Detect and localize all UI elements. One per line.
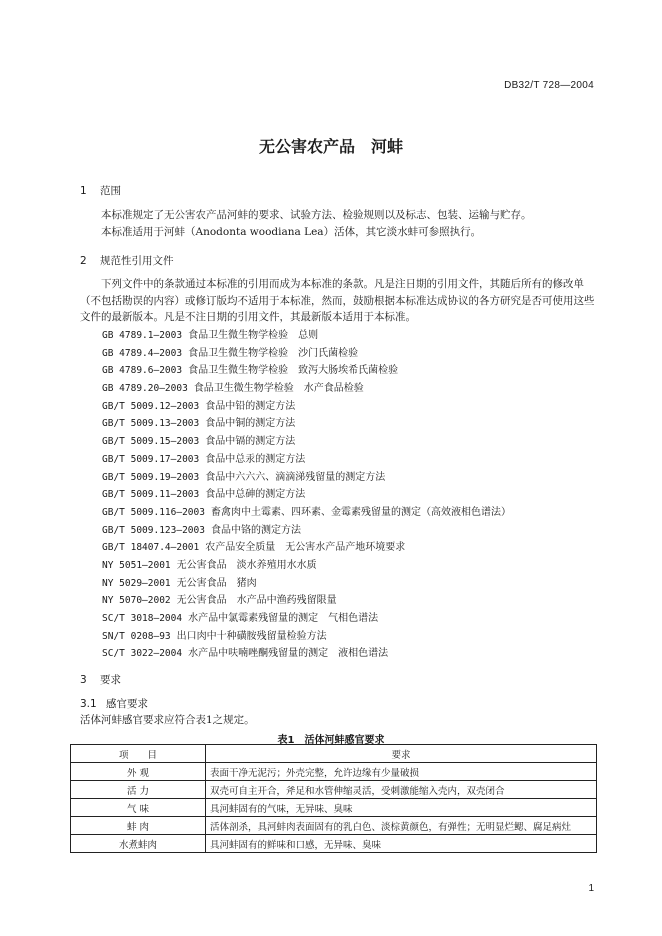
table-header-req: 要求 <box>206 745 597 763</box>
normative-intro <box>80 276 600 326</box>
section-title: 规范性引用文件 <box>100 255 174 267</box>
sensory-text-line: 活体河蚌感官要求应符合表1之规定。 <box>80 714 255 726</box>
reference-item <box>102 345 511 363</box>
reference-title: 食品中六六六、滴滴涕残留量的测定方法 <box>205 471 386 483</box>
table-header-row <box>71 745 597 763</box>
reference-title: 无公害食品 淡水养殖用水水质 <box>176 559 317 571</box>
section-heading-normative <box>80 253 174 268</box>
standard-code: DB32/T 728—2004 <box>504 80 594 91</box>
reference-title: 农产品安全质量 无公害水产品产地环境要求 <box>205 542 406 554</box>
section-title: 要求 <box>100 674 121 686</box>
table-cell-item: 蚌 肉 <box>71 817 206 835</box>
reference-item <box>102 433 511 451</box>
reference-title: 食品卫生微生物学检验 水产食品检验 <box>193 383 364 395</box>
reference-code: GB/T 5009.123—2003 <box>102 524 205 536</box>
reference-code: GB 4789.6—2003 <box>102 365 183 377</box>
section-heading-requirements <box>80 672 121 687</box>
reference-code: NY 5051—2001 <box>102 559 171 571</box>
reference-title: 食品中铬的测定方法 <box>210 524 301 536</box>
table-cell-item: 水煮蚌肉 <box>71 835 206 853</box>
scope-paragraph: 本标准适用于河蚌（Anodonta woodiana Lea）活体，其它淡水蚌可参照执行。 <box>101 225 482 238</box>
reference-code: GB/T 5009.116—2003 <box>102 506 205 518</box>
reference-title: 水产品中呋喃唑酮残留量的测定 液相色谱法 <box>188 648 389 660</box>
reference-code: GB/T 5009.11—2003 <box>102 489 200 501</box>
table-cell-item: 活 力 <box>71 781 206 799</box>
subsection-heading-sensory <box>80 696 148 711</box>
table-row <box>71 763 597 781</box>
reference-title: 食品中铜的测定方法 <box>205 418 296 430</box>
table-cell-item: 外 观 <box>71 763 206 781</box>
reference-code: SC/T 3022—2004 <box>102 648 183 660</box>
reference-title: 无公害食品 猪肉 <box>176 577 257 589</box>
reference-item <box>102 504 511 522</box>
scope-paragraph: 本标准规定了无公害农产品河蚌的要求、试验方法、检验规则以及标志、包装、运输与贮存。 <box>101 209 532 221</box>
reference-code: GB/T 18407.4—2001 <box>102 542 200 554</box>
table-cell-requirement: 具河蚌固有的气味，无异味、臭味 <box>206 799 597 817</box>
reference-title: 食品卫生微生物学检验 总则 <box>188 330 319 341</box>
reference-title: 无公害食品 水产品中渔药残留限量 <box>176 595 337 607</box>
reference-item <box>102 645 511 663</box>
reference-title: 畜禽肉中土霉素、四环素、金霉素残留量的测定（高效液相色谱法） <box>210 506 511 518</box>
reference-item <box>102 362 511 380</box>
section-title: 范围 <box>100 185 121 197</box>
table-caption: 表1 活体河蚌感官要求 <box>277 735 385 746</box>
reference-item <box>102 451 511 469</box>
table-cell-requirement: 双壳可自主开合，斧足和水管伸缩灵活，受刺激能缩入壳内，双壳闭合 <box>206 781 597 799</box>
reference-item <box>102 380 511 398</box>
reference-code: GB/T 5009.13—2003 <box>102 418 200 430</box>
reference-item <box>102 557 511 575</box>
table-cell-requirement: 表面干净无泥污；外壳完整，允许边缘有少量破损 <box>206 763 597 781</box>
table-cell-item: 气 味 <box>71 799 206 817</box>
table-header-item: 项 目 <box>71 745 206 763</box>
scope-body <box>80 207 600 240</box>
reference-code: GB/T 5009.17—2003 <box>102 453 200 465</box>
reference-item <box>102 610 511 628</box>
reference-item <box>102 415 511 433</box>
reference-item <box>102 469 511 487</box>
table-row <box>71 781 597 799</box>
table-cell-requirement: 活体剖杀，具河蚌肉表面固有的乳白色、淡棕黄颜色，有弹性；无明显烂鳃、腐足病灶 <box>206 817 597 835</box>
reference-item <box>102 575 511 593</box>
reference-item <box>102 592 511 610</box>
reference-title: 食品中镉的测定方法 <box>205 436 296 448</box>
reference-code: SC/T 3018—2004 <box>102 613 183 624</box>
reference-item <box>102 628 511 646</box>
reference-title: 水产品中氯霉素残留量的测定 气相色谱法 <box>188 613 379 624</box>
table-cell-requirement: 具河蚌固有的鲜味和口感，无异味、臭味 <box>206 835 597 853</box>
reference-code: GB 4789.1—2003 <box>102 330 183 341</box>
reference-code: GB/T 5009.15—2003 <box>102 436 200 448</box>
reference-item <box>102 522 511 540</box>
reference-item <box>102 539 511 557</box>
reference-code: NY 5029—2001 <box>102 577 171 589</box>
sensory-text <box>80 712 600 729</box>
document-title: 无公害农产品 河蚌 <box>258 137 403 156</box>
reference-title: 出口肉中十种磺胺残留量检验方法 <box>176 630 327 642</box>
reference-code: NY 5070—2002 <box>102 595 171 607</box>
table-row <box>71 835 597 853</box>
section-number: 3 <box>80 674 87 686</box>
reference-title: 食品中总汞的测定方法 <box>205 453 306 465</box>
section-number: 2 <box>80 255 87 267</box>
reference-title: 食品中铅的测定方法 <box>205 400 296 412</box>
section-number: 1 <box>80 185 87 197</box>
reference-code: GB 4789.4—2003 <box>102 347 183 359</box>
reference-title: 食品卫生微生物学检验 致泻大肠埃希氏菌检验 <box>188 365 399 377</box>
reference-code: GB/T 5009.12—2003 <box>102 400 200 412</box>
reference-title: 食品卫生微生物学检验 沙门氏菌检验 <box>188 347 359 359</box>
reference-title: 食品中总砷的测定方法 <box>205 489 306 501</box>
reference-code: GB 4789.20—2003 <box>102 383 188 395</box>
reference-item <box>102 398 511 416</box>
page-number: 1 <box>588 883 594 894</box>
table-row <box>71 799 597 817</box>
table-row <box>71 817 597 835</box>
reference-item <box>102 486 511 504</box>
section-heading-scope <box>80 183 121 198</box>
subsection-number: 3.1 <box>80 698 97 710</box>
sensory-table <box>70 744 597 853</box>
reference-code: SN/T 0208—93 <box>102 630 171 642</box>
reference-list <box>102 327 511 663</box>
reference-item <box>102 327 511 345</box>
reference-code: GB/T 5009.19—2003 <box>102 471 200 483</box>
subsection-title: 感官要求 <box>106 698 148 710</box>
normative-intro-text: 下列文件中的条款通过本标准的引用而成为本标准的条款。凡是注日期的引用文件，其随后所有的修改单（不包括勘误的内容）或修订版均不适用于本标准，然而，鼓励根据本标准达成协议的各方研究是否可使用这些文件的最新版本。凡是不注日期的引用文件，其最新版本适用于本标准。 <box>80 278 595 323</box>
